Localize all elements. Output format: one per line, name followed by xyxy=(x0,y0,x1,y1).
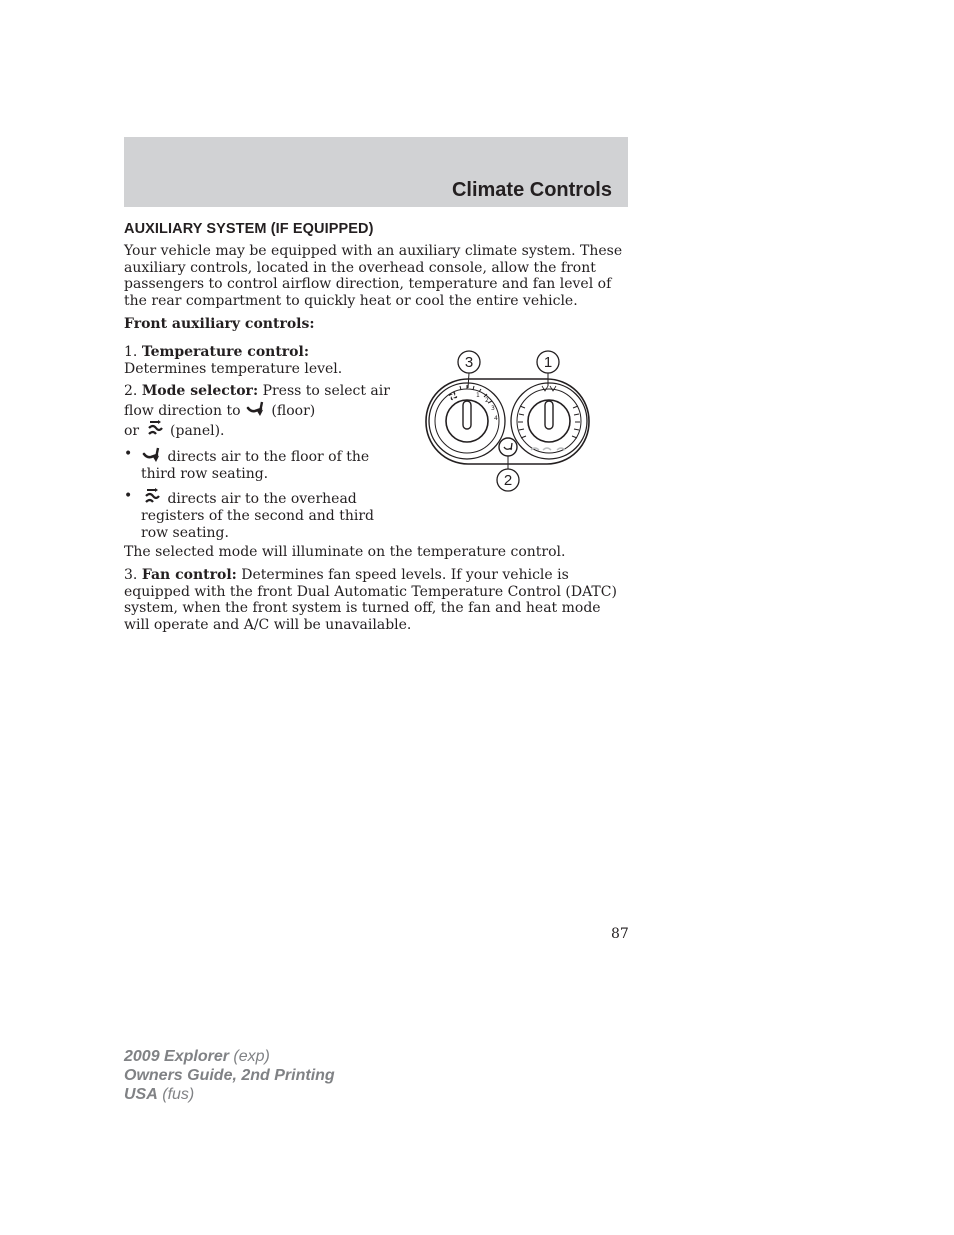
auxiliary-controls-figure xyxy=(416,346,606,496)
footer-market-code: (fus) xyxy=(162,1086,195,1103)
item-text: Determines temperature level. xyxy=(124,361,343,377)
floor-airflow-icon xyxy=(245,400,267,418)
bullet-dot: • xyxy=(124,446,133,462)
fan-scale-label: 4 xyxy=(494,415,498,422)
footer-printing: Owners Guide, 2nd Printing xyxy=(124,1067,335,1084)
selected-mode-note: The selected mode will illuminate on the temperature control. xyxy=(124,544,566,560)
footer-market: USA xyxy=(124,1086,158,1103)
item-number: 1. xyxy=(124,344,138,360)
bullet-text: directs air to the overhead registers of the second and third row seating. xyxy=(141,491,374,541)
item-label: Temperature control: xyxy=(141,344,309,360)
item-mode-selector xyxy=(124,383,394,440)
item-number: 2. xyxy=(124,383,138,399)
bullet-text: directs air to the floor of the third row seating. xyxy=(141,449,370,482)
header-band xyxy=(124,137,628,207)
callout-1: 1 xyxy=(543,354,553,371)
control-panel-diagram xyxy=(416,346,606,496)
item-number: 3. xyxy=(124,567,138,583)
page-number: 87 xyxy=(611,926,629,942)
intro-paragraph: Your vehicle may be equipped with an auxiliary climate system. These auxiliary controls, located in the overhead console, allow the front passengers to control airflow direction, temperature and fan level of the rear compartment to quickly heat or cool the entire vehicle. xyxy=(124,243,623,309)
footer-model-code: (exp) xyxy=(233,1048,270,1065)
footer xyxy=(124,1047,335,1104)
item-text: or xyxy=(124,423,140,439)
bullet-floor xyxy=(141,446,391,483)
item-fan-control xyxy=(124,567,624,633)
panel-airflow-icon xyxy=(144,420,166,438)
page-title: Climate Controls xyxy=(451,179,612,201)
panel-airflow-icon xyxy=(141,488,163,506)
bullet-panel xyxy=(141,488,391,542)
item-label: Fan control: xyxy=(141,567,237,583)
item-text: (floor) xyxy=(271,403,316,419)
item-text: Determines fan speed levels. If your vehicle is equipped with the front Dual Automatic Temperature Control (DATC) system, when the front system is turned off, the fan and heat mode will operate and A/C will be unavailable. xyxy=(124,567,617,633)
item-text: (panel). xyxy=(170,423,225,439)
section-heading: AUXILIARY SYSTEM (IF EQUIPPED) xyxy=(124,221,374,237)
fan-scale-label: 2 xyxy=(485,397,489,404)
fan-scale-label: 1 xyxy=(476,392,480,399)
callout-3: 3 xyxy=(464,354,474,371)
footer-model: 2009 Explorer xyxy=(124,1048,229,1065)
bullet-dot: • xyxy=(124,488,133,504)
floor-airflow-icon xyxy=(141,446,163,464)
item-temperature-control xyxy=(124,344,394,378)
fan-scale-label: 3 xyxy=(491,405,495,412)
front-auxiliary-subhead: Front auxiliary controls: xyxy=(124,316,315,332)
item-label: Mode selector: xyxy=(141,383,259,399)
item-text: Press to select air flow direction to xyxy=(124,383,390,419)
mode-selector-button xyxy=(499,438,517,456)
callout-2: 2 xyxy=(503,472,513,489)
